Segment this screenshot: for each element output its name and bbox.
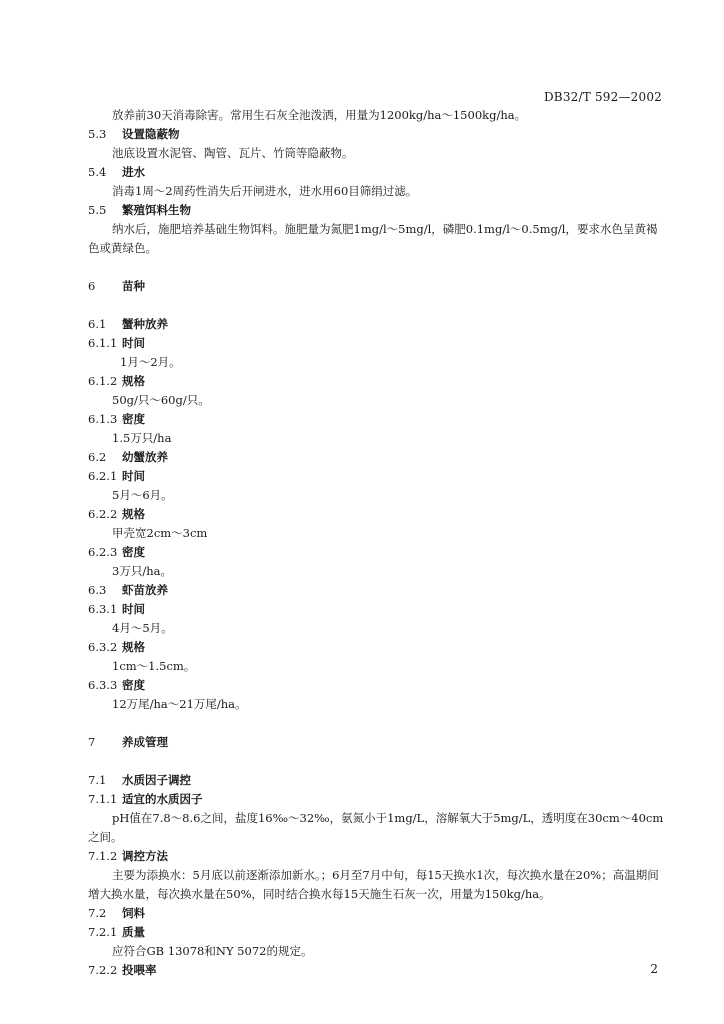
section-number: 7.2 [88,906,107,920]
section-number: 6.3.1 [88,602,118,616]
heading-6-1-2 [88,372,666,391]
section-number: 6.2.3 [88,545,118,559]
heading-6-3-3 [88,676,666,695]
section-title: 苗种 [122,279,145,293]
section-title: 水质因子调控 [122,773,191,787]
page-number: 2 [650,962,658,976]
heading-6 [88,277,666,296]
section-title: 规格 [122,507,145,521]
section-number: 6.3.3 [88,678,118,692]
section-number: 6.1.2 [88,374,118,388]
section-title: 蟹种放养 [122,317,168,331]
heading-6-3-2 [88,638,666,657]
paragraph-6-1-1: 1月～2月。 [120,355,181,369]
standard-code: DB32/T 592—2002 [543,90,662,104]
section-number: 7.1 [88,773,107,787]
section-number: 6.2.1 [88,469,118,483]
paragraph-6-2-1: 5月～6月。 [112,488,173,502]
heading-5-3 [88,125,666,144]
heading-6-2-2 [88,505,666,524]
heading-5-4 [88,163,666,182]
paragraph-7-1-2: 主要为添换水：5月底以前逐渐添加新水。；6月至7月中旬，每15天换水1次，每次换水量在20%；高温期间增大换水量，每次换水量在50%，同时结合换水每15天施生石灰一次，用量为150kg/ha。 [88,868,659,901]
section-number: 7 [88,735,96,749]
heading-7-1-2 [88,847,666,866]
paragraph-6-2-3: 3万只/ha。 [112,564,172,578]
heading-7 [88,733,666,752]
heading-6-1 [88,315,666,334]
section-title: 时间 [122,469,145,483]
section-title: 幼蟹放养 [122,450,168,464]
section-number: 7.1.1 [88,792,118,806]
paragraph-6-3-2: 1cm～1.5cm。 [112,659,196,673]
paragraph-7-1-1: pH值在7.8～8.6之间，盐度16‰～32‰，氨氮小于1mg/L，溶解氧大于5mg/L，透明度在30cm～40cm之间。 [88,811,664,844]
paragraph-6-2-2: 甲壳宽2cm～3cm [112,526,208,540]
heading-7-2 [88,904,666,923]
heading-6-3-1 [88,600,666,619]
section-number: 6.1.1 [88,336,118,350]
paragraph-5-4: 消毒1周～2周药性消失后开闸进水，进水用60目筛绢过滤。 [112,184,418,198]
section-title: 密度 [122,412,145,426]
section-title: 时间 [122,602,145,616]
section-title: 规格 [122,640,145,654]
heading-6-3 [88,581,666,600]
heading-7-2-2 [88,961,666,980]
section-number: 5.4 [88,165,107,179]
section-title: 进水 [122,165,145,179]
section-title: 设置隐蔽物 [122,127,180,141]
section-number: 6.1 [88,317,107,331]
section-number: 5.3 [88,127,107,141]
document-body [88,106,666,980]
paragraph-5-5: 纳水后，施肥培养基础生物饵料。施肥量为氮肥1mg/l～5mg/l，磷肥0.1mg/l～0.5mg/l，要求水色呈黄褐色或黄绿色。 [88,222,658,255]
section-number: 6.1.3 [88,412,118,426]
section-title: 投喂率 [122,963,157,977]
paragraph-6-1-3: 1.5万只/ha [112,431,172,445]
heading-6-2-1 [88,467,666,486]
paragraph-6-3-1: 4月～5月。 [112,621,173,635]
section-title: 繁殖饵料生物 [122,203,191,217]
section-number: 6.2 [88,450,107,464]
section-number: 6.3 [88,583,107,597]
section-number: 7.2.2 [88,963,118,977]
section-number: 7.2.1 [88,925,118,939]
heading-5-5 [88,201,666,220]
heading-6-1-1 [88,334,666,353]
section-title: 调控方法 [122,849,168,863]
section-title: 养成管理 [122,735,168,749]
section-title: 密度 [122,678,145,692]
section-number: 6.2.2 [88,507,118,521]
section-title: 适宜的水质因子 [122,792,203,806]
paragraph-6-3-3: 12万尾/ha～21万尾/ha。 [112,697,247,711]
heading-6-2-3 [88,543,666,562]
paragraph-5-3: 池底设置水泥管、陶管、瓦片、竹筒等隐蔽物。 [112,146,354,160]
section-number: 5.5 [88,203,107,217]
heading-7-1-1 [88,790,666,809]
paragraph-7-2-1: 应符合GB 13078和NY 5072的规定。 [112,944,313,958]
heading-7-2-1 [88,923,666,942]
section-title: 时间 [122,336,145,350]
section-title: 虾苗放养 [122,583,168,597]
section-title: 质量 [122,925,145,939]
section-number: 7.1.2 [88,849,118,863]
heading-6-1-3 [88,410,666,429]
section-title: 饲料 [122,906,145,920]
section-title: 规格 [122,374,145,388]
heading-6-2 [88,448,666,467]
section-title: 密度 [122,545,145,559]
section-number: 6.3.2 [88,640,118,654]
section-number: 6 [88,279,96,293]
paragraph-disinfection: 放养前30天消毒除害。常用生石灰全池泼洒，用量为1200kg/ha～1500kg/ha。 [112,108,527,122]
paragraph-6-1-2: 50g/只～60g/只。 [112,393,210,407]
heading-7-1 [88,771,666,790]
